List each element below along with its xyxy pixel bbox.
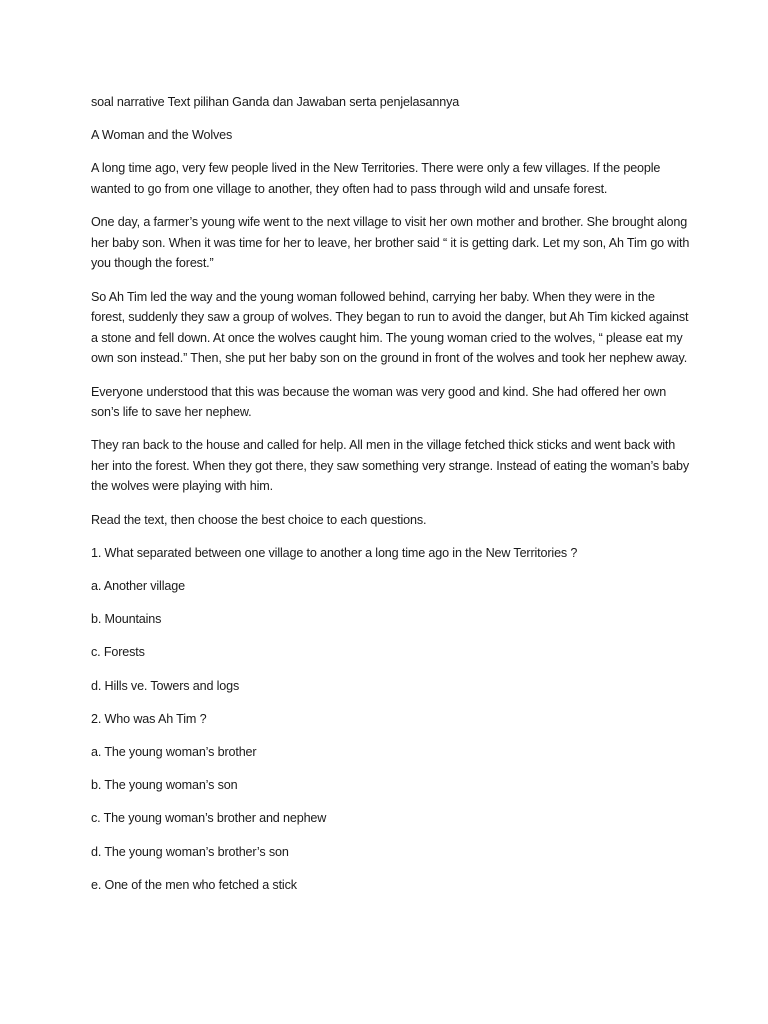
question-2: 2. Who was Ah Tim ?	[91, 711, 207, 726]
question-1-option-b: b. Mountains	[91, 612, 162, 627]
question-1-option-a: a. Another village	[91, 579, 185, 594]
question-2-option-b: b. The young woman’s son	[91, 778, 238, 793]
story-paragraph-2: One day, a farmer’s young wife went to the next village to visit her own mother and brother. She brought along her baby son. When it was time for her to leave, her brother said “ it is getting dark. Let my son, Ah Tim go with you though the forest.”	[91, 215, 690, 271]
instruction-text: Read the text, then choose the best choice to each questions.	[91, 512, 427, 527]
story-paragraph-1: A long time ago, very few people lived in the New Territories. There were only a few villages. If the people wanted to go from one village to another, they often had to pass through wild and unsafe forest.	[91, 161, 661, 196]
story-paragraph-5: They ran back to the house and called for help. All men in the village fetched thick sticks and went back with her into the forest. When they got there, they saw something very strange. Instead of eating the woman’s baby the wolves were playing with him.	[91, 438, 690, 494]
story-paragraph-4: Everyone understood that this was because the woman was very good and kind. She had offered her own son’s life to save her nephew.	[91, 384, 667, 420]
question-2-option-c: c. The young woman’s brother and nephew	[91, 811, 327, 826]
document-heading: soal narrative Text pilihan Ganda dan Jawaban serta penjelasannya	[91, 95, 460, 109]
question-2-option-e: e. One of the men who fetched a stick	[91, 877, 297, 892]
document-page	[91, 92, 691, 908]
question-1-option-d: d. Hills ve. Towers and logs	[91, 678, 240, 693]
question-1-option-c: c. Forests	[91, 645, 145, 660]
story-paragraph-3: So Ah Tim led the way and the young woman followed behind, carrying her baby. When they were in the forest, suddenly they saw a group of wolves. They began to run to avoid the danger, but Ah Tim kicked against a stone and fell down. At once the wolves caught him. The young woman cried to the wolves, “ please eat my own son instead.” Then, she put her baby son on the ground in front of the wolves and took her nephew away.	[91, 289, 689, 366]
question-2-option-a: a. The young woman’s brother	[91, 744, 257, 759]
story-title: A Woman and the Wolves	[91, 128, 233, 143]
question-2-option-d: d. The young woman’s brother’s son	[91, 844, 289, 859]
question-1: 1. What separated between one village to another a long time ago in the New Territories ?	[91, 545, 578, 560]
